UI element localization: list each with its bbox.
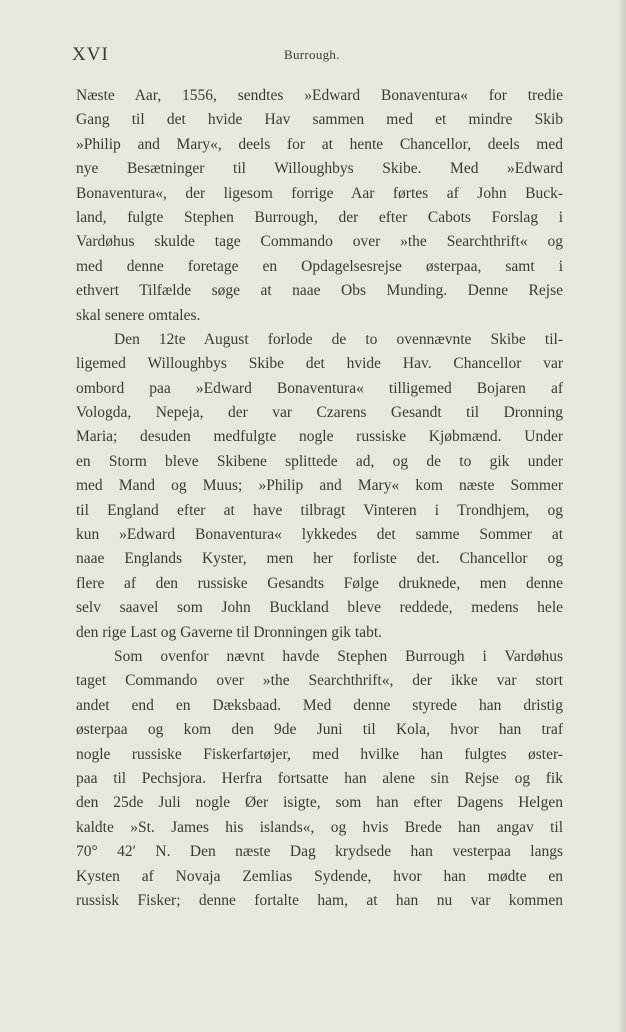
text-line: russisk Fisker; denne fortalte ham, at han nu var kommen [76,891,563,909]
text-line: østerpaa og kom den 9de Juni til Kola, hvor han traf [76,721,563,739]
text-line: den rige Last og Gaverne til Dronningen gik tabt. [76,623,383,641]
text-line: Kysten af Novaja Zemlias Sydende, hvor han mødte en [76,867,563,885]
text-line: den 25de Juli nogle Øer isigte, som han efter Dagens Helgen [76,794,563,812]
text-line: land, fulgte Stephen Burrough, der efter Cabots Forslag i [76,208,563,226]
text-line: nogle russiske Fiskerfartøjer, med hvilke han fulgtes øster- [76,745,563,763]
text-line: Vologda, Nepeja, der var Czarens Gesandt til Dronning [76,404,563,422]
text-line: ligemed Willoughbys Skibe det hvide Hav. Chancellor var [76,355,563,373]
text-line: taget Commando over »the Searchthrift«, der ikke var stort [76,672,563,690]
text-line: med Mand og Muus; »Philip and Mary« kom næste Sommer [76,477,563,495]
running-head [72,44,566,68]
text-line: en Storm bleve Skibene splittede ad, og de to gik under [76,452,563,470]
text-line: Vardøhus skulde tage Commando over »the Searchthrift« og [76,233,563,251]
page-number: XVI [72,44,109,65]
text-line: skal senere omtales. [76,306,201,324]
page-edge-shadow [618,0,626,1032]
text-line: kun »Edward Bonaventura« lykkedes det samme Sommer at [76,526,563,544]
text-line: til England efter at have tilbragt Vinteren i Trondhjem, og [76,501,563,519]
running-head-title: Burrough. [284,47,340,62]
text-line: paa til Pechsjora. Herfra fortsatte han alene sin Rejse og fik [76,769,563,787]
text-line: Maria; desuden medfulgte nogle russiske Kjøbmænd. Under [76,428,563,446]
text-line: naae Englands Kyster, men her forliste det. Chancellor og [76,550,563,568]
text-line: andet end en Dæksbaad. Med denne styrede han dristig [76,696,563,714]
text-line: »Philip and Mary«, deels for at hente Chancellor, deels med [76,135,563,153]
text-line: flere af den russiske Gesandts Følge druknede, men denne [76,574,563,592]
text-line: ombord paa »Edward Bonaventura« tilligemed Bojaren af [76,379,563,397]
text-line: nye Besætninger til Willoughbys Skibe. Med »Edward [76,160,563,178]
text-line: kaldte »St. James his islands«, og hvis Brede han angav til [76,818,563,836]
text-line: 70° 42′ N. Den næste Dag krydsede han vesterpaa langs [76,843,563,861]
text-line: Bonaventura«, der ligesom forrige Aar førtes af John Buck- [76,184,563,202]
text-line: med denne foretage en Opdagelsesrejse østerpaa, samt i [76,257,563,275]
text-line: Som ovenfor nævnt havde Stephen Burrough i Vardøhus [114,647,563,665]
text-line: selv saavel som John Buckland bleve reddede, medens hele [76,599,563,617]
text-line: Gang til det hvide Hav sammen med et mindre Skib [76,111,563,129]
text-line: Næste Aar, 1556, sendtes »Edward Bonaventura« for tredie [76,87,563,104]
body-text [76,84,563,913]
text-line: Den 12te August forlode de to ovennævnte Skibe til- [114,330,563,348]
text-line: ethvert Tilfælde søge at naae Obs Munding. Denne Rejse [76,282,563,300]
